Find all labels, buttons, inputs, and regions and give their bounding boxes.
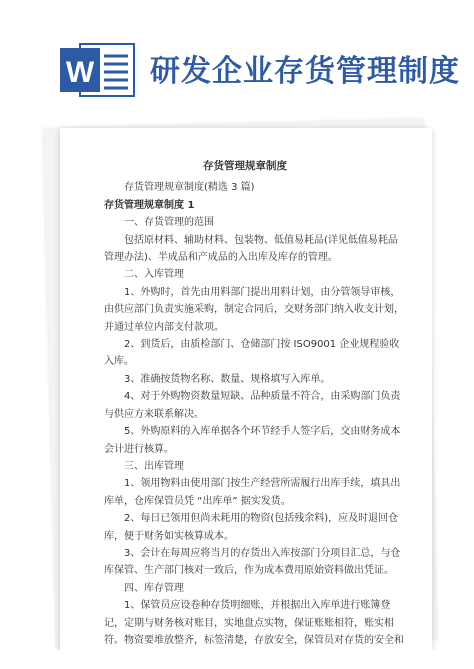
document-paragraph: 四、库存管理 <box>124 582 184 594</box>
word-logo-letter: W <box>65 56 95 89</box>
document-paragraph: 一、存货管理的范围 <box>124 217 214 229</box>
document-paragraph: 5、外购原料的入库单据各个环节经手人签字后，交由财务成本会计进行核算。 <box>104 426 401 455</box>
document-paragraph: 2、每日已领用但尚未耗用的物资(包括残余料)，应及时退回仓库，便于财务如实核算成本。 <box>104 513 399 542</box>
document-paragraph: 三、出库管理 <box>124 460 184 472</box>
document-body <box>104 179 406 666</box>
footer-strip <box>0 650 474 669</box>
document-title: 存货管理规章制度 <box>203 160 287 172</box>
document-paragraph: 包括原材料、辅助材料、包装物、低值易耗品(详见低值易耗品管理办法)、半成品和产成品的入出库及库存的管理。 <box>104 234 398 264</box>
document-paragraph: 1、领用物料由使用部门按生产经营所需履行出库手续，填具出库单，仓库保管员凭 “出库单” 据实发货。 <box>104 478 401 507</box>
document-paragraph: 存货管理规章制度(精选 3 篇) <box>124 182 255 194</box>
section-heading: 存货管理规章制度 1 <box>104 199 195 211</box>
document-paragraph: 二、入库管理 <box>124 269 184 281</box>
document-paragraph: 4、对于外购物资数量短缺、品种质量不符合，由采购部门负责与供应方来联系解决。 <box>104 391 401 420</box>
word-document-icon <box>58 42 136 98</box>
document-paragraph: 3、准确按货物名称、数量、规格填写入库单。 <box>124 373 331 385</box>
document-page <box>60 128 432 653</box>
banner-title: 研发企业存货管理制度 <box>150 54 460 89</box>
document-paragraph: 3、会计在每周应将当月的存货出入库按部门分项目汇总，与仓库保管、生产部门核对一致后，作为成本费用原始资料做出凭证。 <box>104 547 401 577</box>
document-paragraph: 2、到货后，由质检部门、仓储部门按 ISO9001 企业规程验收入库。 <box>104 339 400 368</box>
document-paragraph: 1、外购时，首先由用料部门提出用料计划，由分管领导审核，由供应部门负责实施采购，制定合同后，交财务部门纳入收支计划，并通过单位内部支付款项。 <box>104 286 404 333</box>
document-paragraph: 1、保管员应设卷种存货明细账，并根据出入库单进行账簿登记，定期与财务核对账目，实地盘点实物，保证账账相符，账实相符。物资要堆放整齐，标签清楚，存放安全，保管员对存货的安全和 <box>104 600 404 646</box>
header-banner <box>0 0 474 120</box>
